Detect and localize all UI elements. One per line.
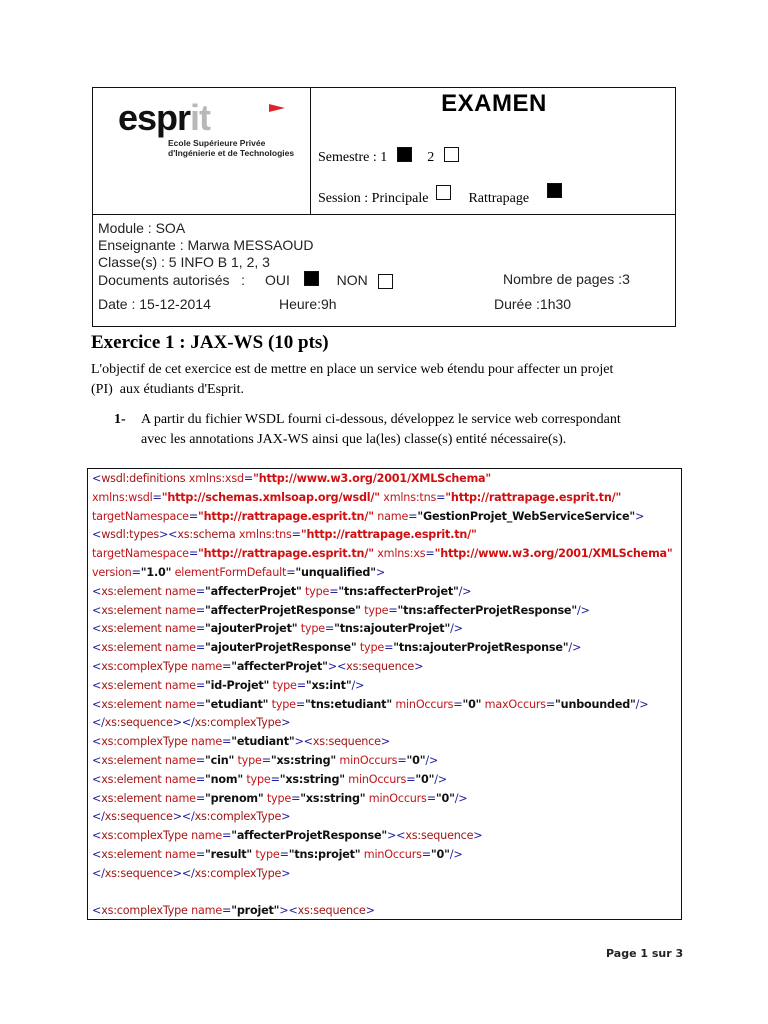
documents-row xyxy=(98,271,393,289)
heure-field: Heure:9h xyxy=(279,296,337,312)
documents-label: Documents autorisés : xyxy=(98,272,246,288)
session-row xyxy=(318,183,562,207)
logo-subtitle-line1: Ecole Supérieure Privée xyxy=(168,138,266,148)
code-line: <xs:element name="nom" type="xs:string" minOccurs="0"/> xyxy=(92,772,447,786)
nombre-pages: Nombre de pages :3 xyxy=(503,271,630,287)
logo-subtitle-line2: d'Ingénierie et de Technologies xyxy=(168,148,295,158)
classes-field: Classe(s) : 5 INFO B 1, 2, 3 xyxy=(98,254,270,270)
session-principale-checkbox[interactable] xyxy=(436,185,451,200)
logo-word-accent: it xyxy=(190,97,211,138)
semestre-1-checkbox[interactable] xyxy=(397,147,412,162)
question-line: A partir du fichier WSDL fourni ci-dessous, développez le service web correspondant xyxy=(141,412,621,427)
code-line: <xs:complexType name="affecterProjet"><xs:sequence> xyxy=(92,659,424,673)
code-line: targetNamespace="http://rattrapage.esprit.tn/" xmlns:xs="http://www.w3.org/2001/XMLSchema" xyxy=(92,547,673,561)
wsdl-code xyxy=(92,470,682,921)
code-line: <xs:element name="cin" type="xs:string" minOccurs="0"/> xyxy=(92,753,439,767)
esprit-logo xyxy=(118,97,298,160)
code-line xyxy=(92,884,682,903)
session-rattrapage-label: Rattrapage xyxy=(468,191,530,206)
logo-word-main: espr xyxy=(118,97,191,138)
semestre-2-checkbox[interactable] xyxy=(444,147,459,162)
semestre-label: Semestre : 1 xyxy=(318,150,388,165)
exam-title: EXAMEN xyxy=(441,90,547,117)
code-line: <xs:complexType name="projet"><xs:sequence> xyxy=(92,904,375,918)
documents-non-checkbox[interactable] xyxy=(378,274,393,289)
session-label: Session : Principale xyxy=(318,191,429,206)
documents-oui-checkbox[interactable] xyxy=(304,271,319,286)
code-line: </xs:sequence></xs:complexType> xyxy=(92,810,291,824)
documents-non-label: NON xyxy=(336,272,368,288)
enseignante-field: Enseignante : Marwa MESSAOUD xyxy=(98,237,314,253)
code-line: <wsdl:definitions xmlns:xsd="http://www.w3.org/2001/XMLSchema" xyxy=(92,472,491,485)
code-line: <xs:element name="prenom" type="xs:string" minOccurs="0"/> xyxy=(92,791,468,805)
exercise-intro xyxy=(91,360,681,400)
question-line: avec les annotations JAX-WS ainsi que la(les) classe(s) entité nécessaire(s). xyxy=(141,432,567,447)
documents-oui-label: OUI xyxy=(264,272,290,288)
header-divider xyxy=(310,87,311,214)
code-line: <xs:element name="affecterProjetResponse" type="tns:affecterProjetResponse"/> xyxy=(92,603,590,617)
duree-field: Durée :1h30 xyxy=(494,296,572,312)
date-field: Date : 15-12-2014 xyxy=(98,296,211,312)
code-line: <xs:complexType name="affecterProjetResponse"><xs:sequence> xyxy=(92,829,483,843)
page-footer: Page 1 sur 3 xyxy=(606,947,684,960)
intro-line: (PI) aux étudiants d'Esprit. xyxy=(91,382,244,397)
code-line: </xs:sequence></xs:complexType> xyxy=(92,866,291,880)
code-line: <xs:element name="affecterProjet" type="tns:affecterProjet"/> xyxy=(92,584,472,598)
code-line: targetNamespace="http://rattrapage.esprit.tn/" name="GestionProjet_WebServiceService"> xyxy=(92,509,645,523)
code-line: xmlns:wsdl="http://schemas.xmlsoap.org/wsdl/" xmlns:tns="http://rattrapage.esprit.tn/" xyxy=(92,490,622,504)
logo-flag-icon xyxy=(269,104,285,112)
code-line: <xs:element name="ajouterProjetResponse" type="tns:ajouterProjetResponse"/> xyxy=(92,641,582,655)
question-1 xyxy=(114,410,684,450)
code-line: <xs:element name="etudiant" type="tns:etudiant" minOccurs="0" maxOccurs="unbounded"/> xyxy=(92,697,649,711)
session-rattrapage-checkbox[interactable] xyxy=(547,183,562,198)
semestre-row xyxy=(318,147,459,166)
exercise-title: Exercice 1 : JAX-WS (10 pts) xyxy=(91,332,329,353)
code-line: </xs:sequence></xs:complexType> xyxy=(92,716,291,730)
logo-subtitle xyxy=(168,138,294,158)
question-number: 1- xyxy=(114,412,126,427)
code-line: version="1.0" elementFormDefault="unqualified"> xyxy=(92,565,386,579)
code-line: <xs:element name="ajouterProjet" type="tns:ajouterProjet"/> xyxy=(92,622,463,636)
header-divider xyxy=(92,214,676,215)
code-line: <xs:element name="result" type="tns:projet" minOccurs="0"/> xyxy=(92,847,463,861)
intro-line: L'objectif de cet exercice est de mettre en place un service web étendu pour affecter un projet xyxy=(91,362,614,377)
code-line: <xs:complexType name="etudiant"><xs:sequence> xyxy=(92,735,390,749)
module-field: Module : SOA xyxy=(98,220,186,236)
code-line: <xs:element name="id-Projet" type="xs:int"/> xyxy=(92,678,365,692)
semestre-2-label: 2 xyxy=(427,150,435,165)
code-line: <wsdl:types><xs:schema xmlns:tns="http://rattrapage.esprit.tn/" xyxy=(92,528,477,542)
